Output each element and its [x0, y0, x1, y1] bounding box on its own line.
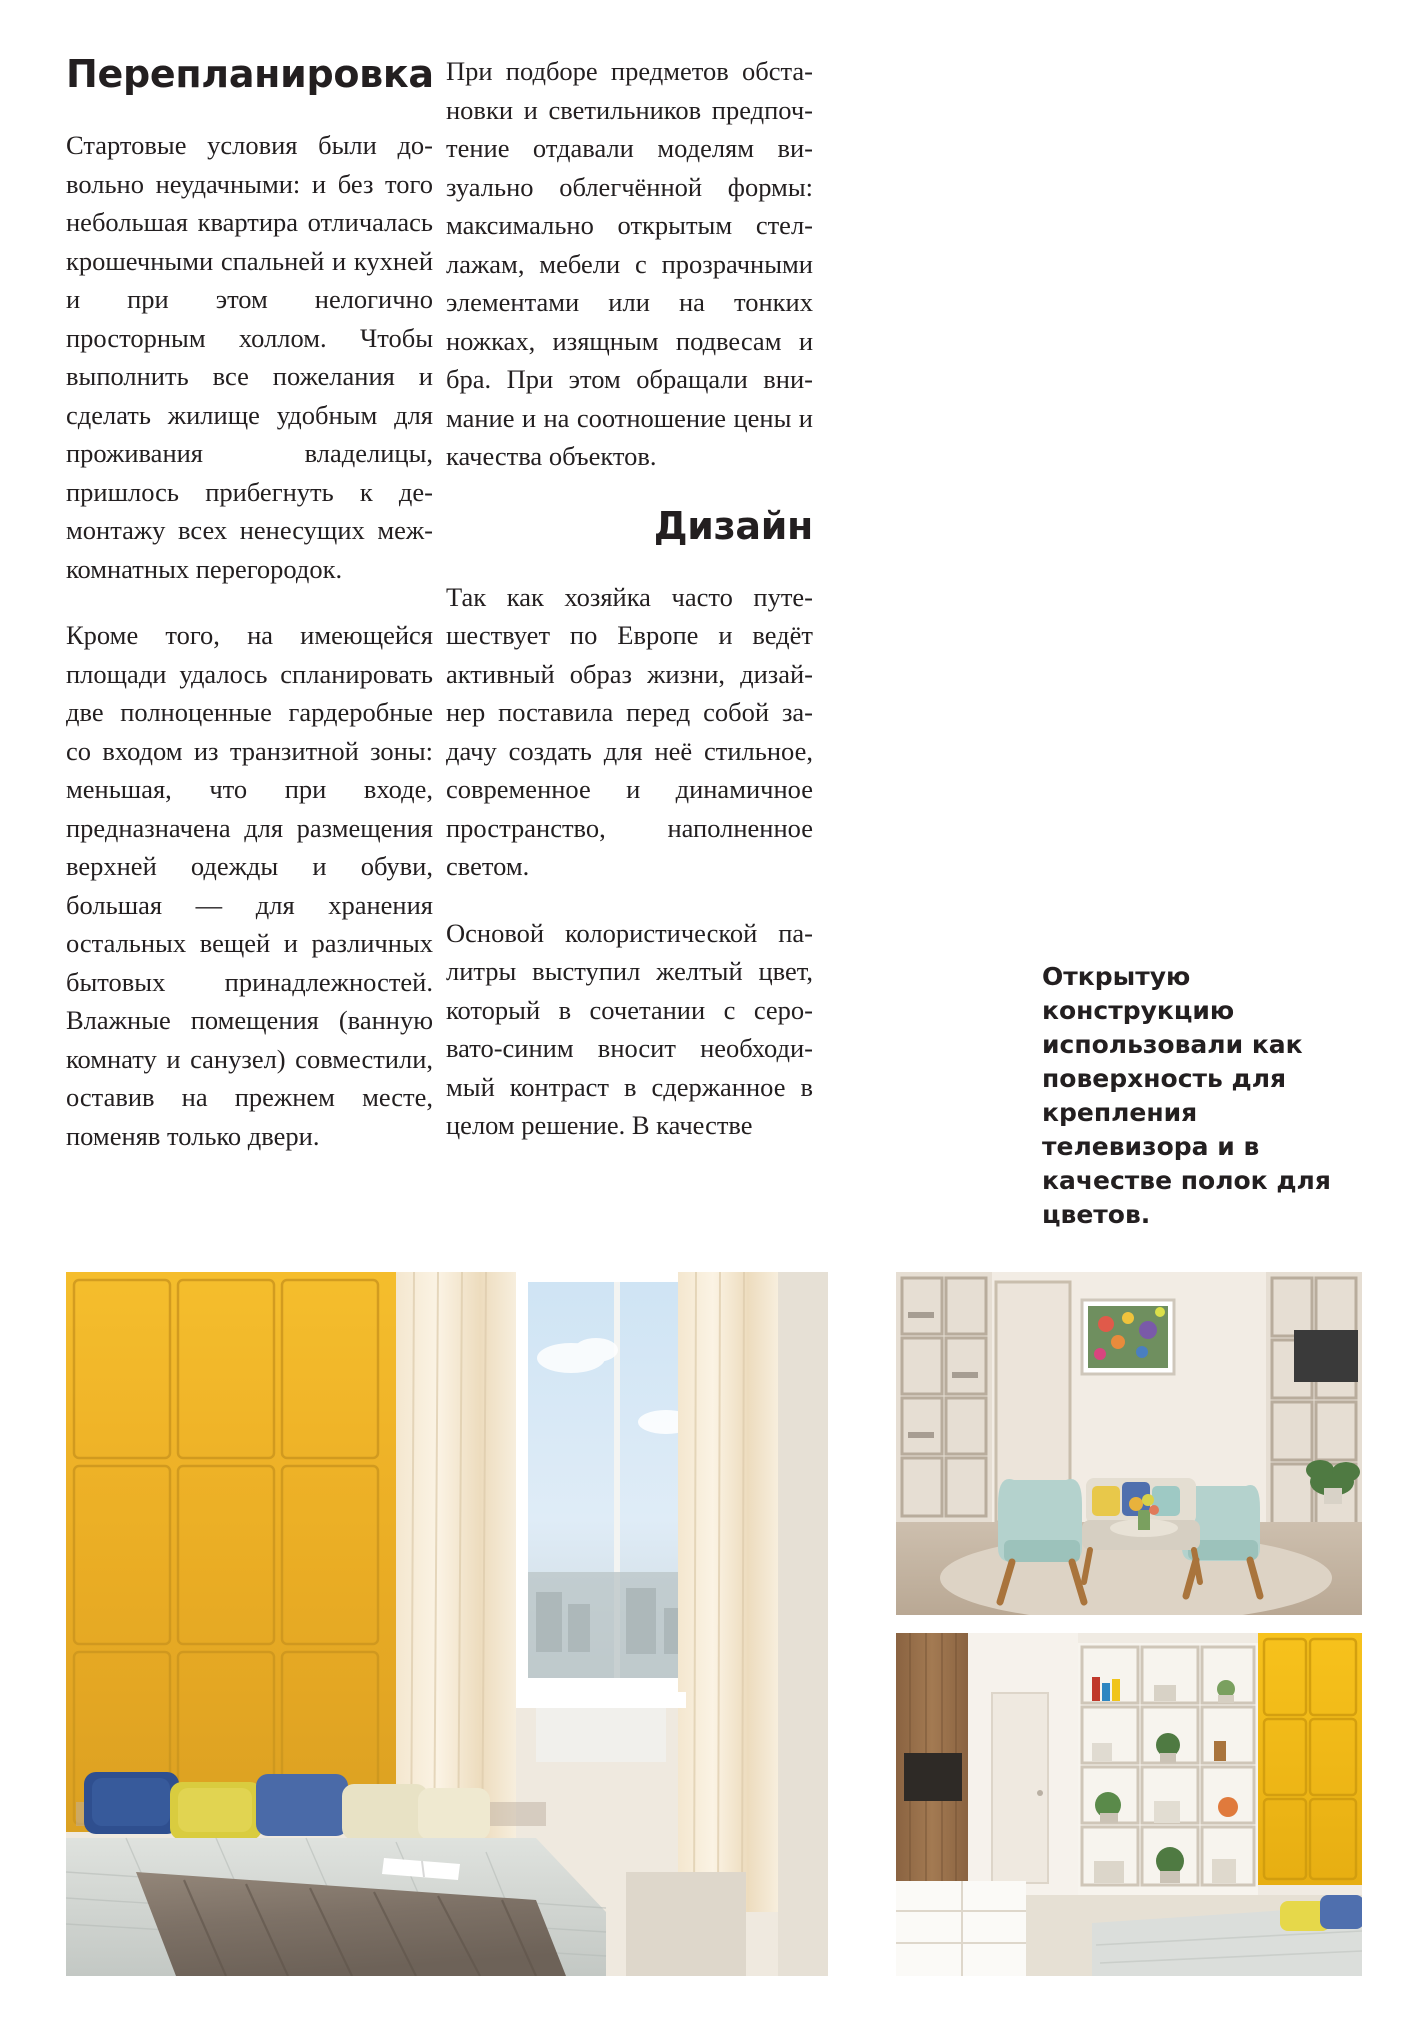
photo-bedroom-yellow-panel-wall [66, 1272, 828, 1976]
paragraph: Так как хозяйка часто путешествует по Европе и ведёт активный образ жизни, дизайнер поставила перед собой задачу создать для неё стильное, современное и динамичное пространство, наполненное светом. [446, 581, 813, 881]
text-column-2 [446, 52, 813, 1145]
callout-text: Открытую конструкцию использовали как поверхность для крепления телевизора и в качестве полок для цветов. [1042, 962, 1331, 1229]
paragraph: При подборе предметов обстановки и светильников предпочтение отдавали моделям визуально облегчённой формы: максимально открытым стеллажам, мебели с прозрачными элементами или на тонких ножках, изящным подвесам и бра. При этом обращали внимание и на соотношение цены и качества объектов. [446, 56, 813, 471]
paragraph: Основой колористической палитры выступил желтый цвет, который в сочетании с серовато-синим вносит необходимый контраст в сдержанное в целом решение. В качестве [446, 917, 813, 1140]
section-heading-pereplanirovka: Перепланировка [66, 52, 434, 96]
photo-living-room-illustration [896, 1272, 1362, 1615]
paragraph: Стартовые условия были довольно неудачными: и без того небольшая квартира отличалась крошечными спальней и кухней и при этом нелогично просторным холлом. Чтобы выполнить все пожелания и сделать жилище удобным для проживания владелицы, пришлось прибегнуть к демонтажу всех ненесущих межкомнатных перегородок. [66, 130, 433, 584]
section-heading-dizayn: Дизайн [653, 503, 813, 548]
paragraph: Кроме того, на имеющейся площади удалось спланировать две полноценные гардеробные со входом из транзитной зоны: меньшая, что при входе, предназначена для размещения верхней одежды и обуви, большая — для хранения остальных вещей и различных бытовых принадлежностей. Влажные помещения (ванную комнату и санузел) совместили, оставив на прежнем месте, поменяв только двери. [66, 620, 433, 1151]
photo-living-room-armchairs [896, 1272, 1362, 1615]
pull-quote-callout [1042, 960, 1342, 1232]
text-column-1 [66, 52, 433, 1155]
photo-open-shelving-bedroom [896, 1633, 1362, 1976]
photo-bedroom-illustration [66, 1272, 828, 1976]
photo-shelving-illustration [896, 1633, 1362, 1976]
